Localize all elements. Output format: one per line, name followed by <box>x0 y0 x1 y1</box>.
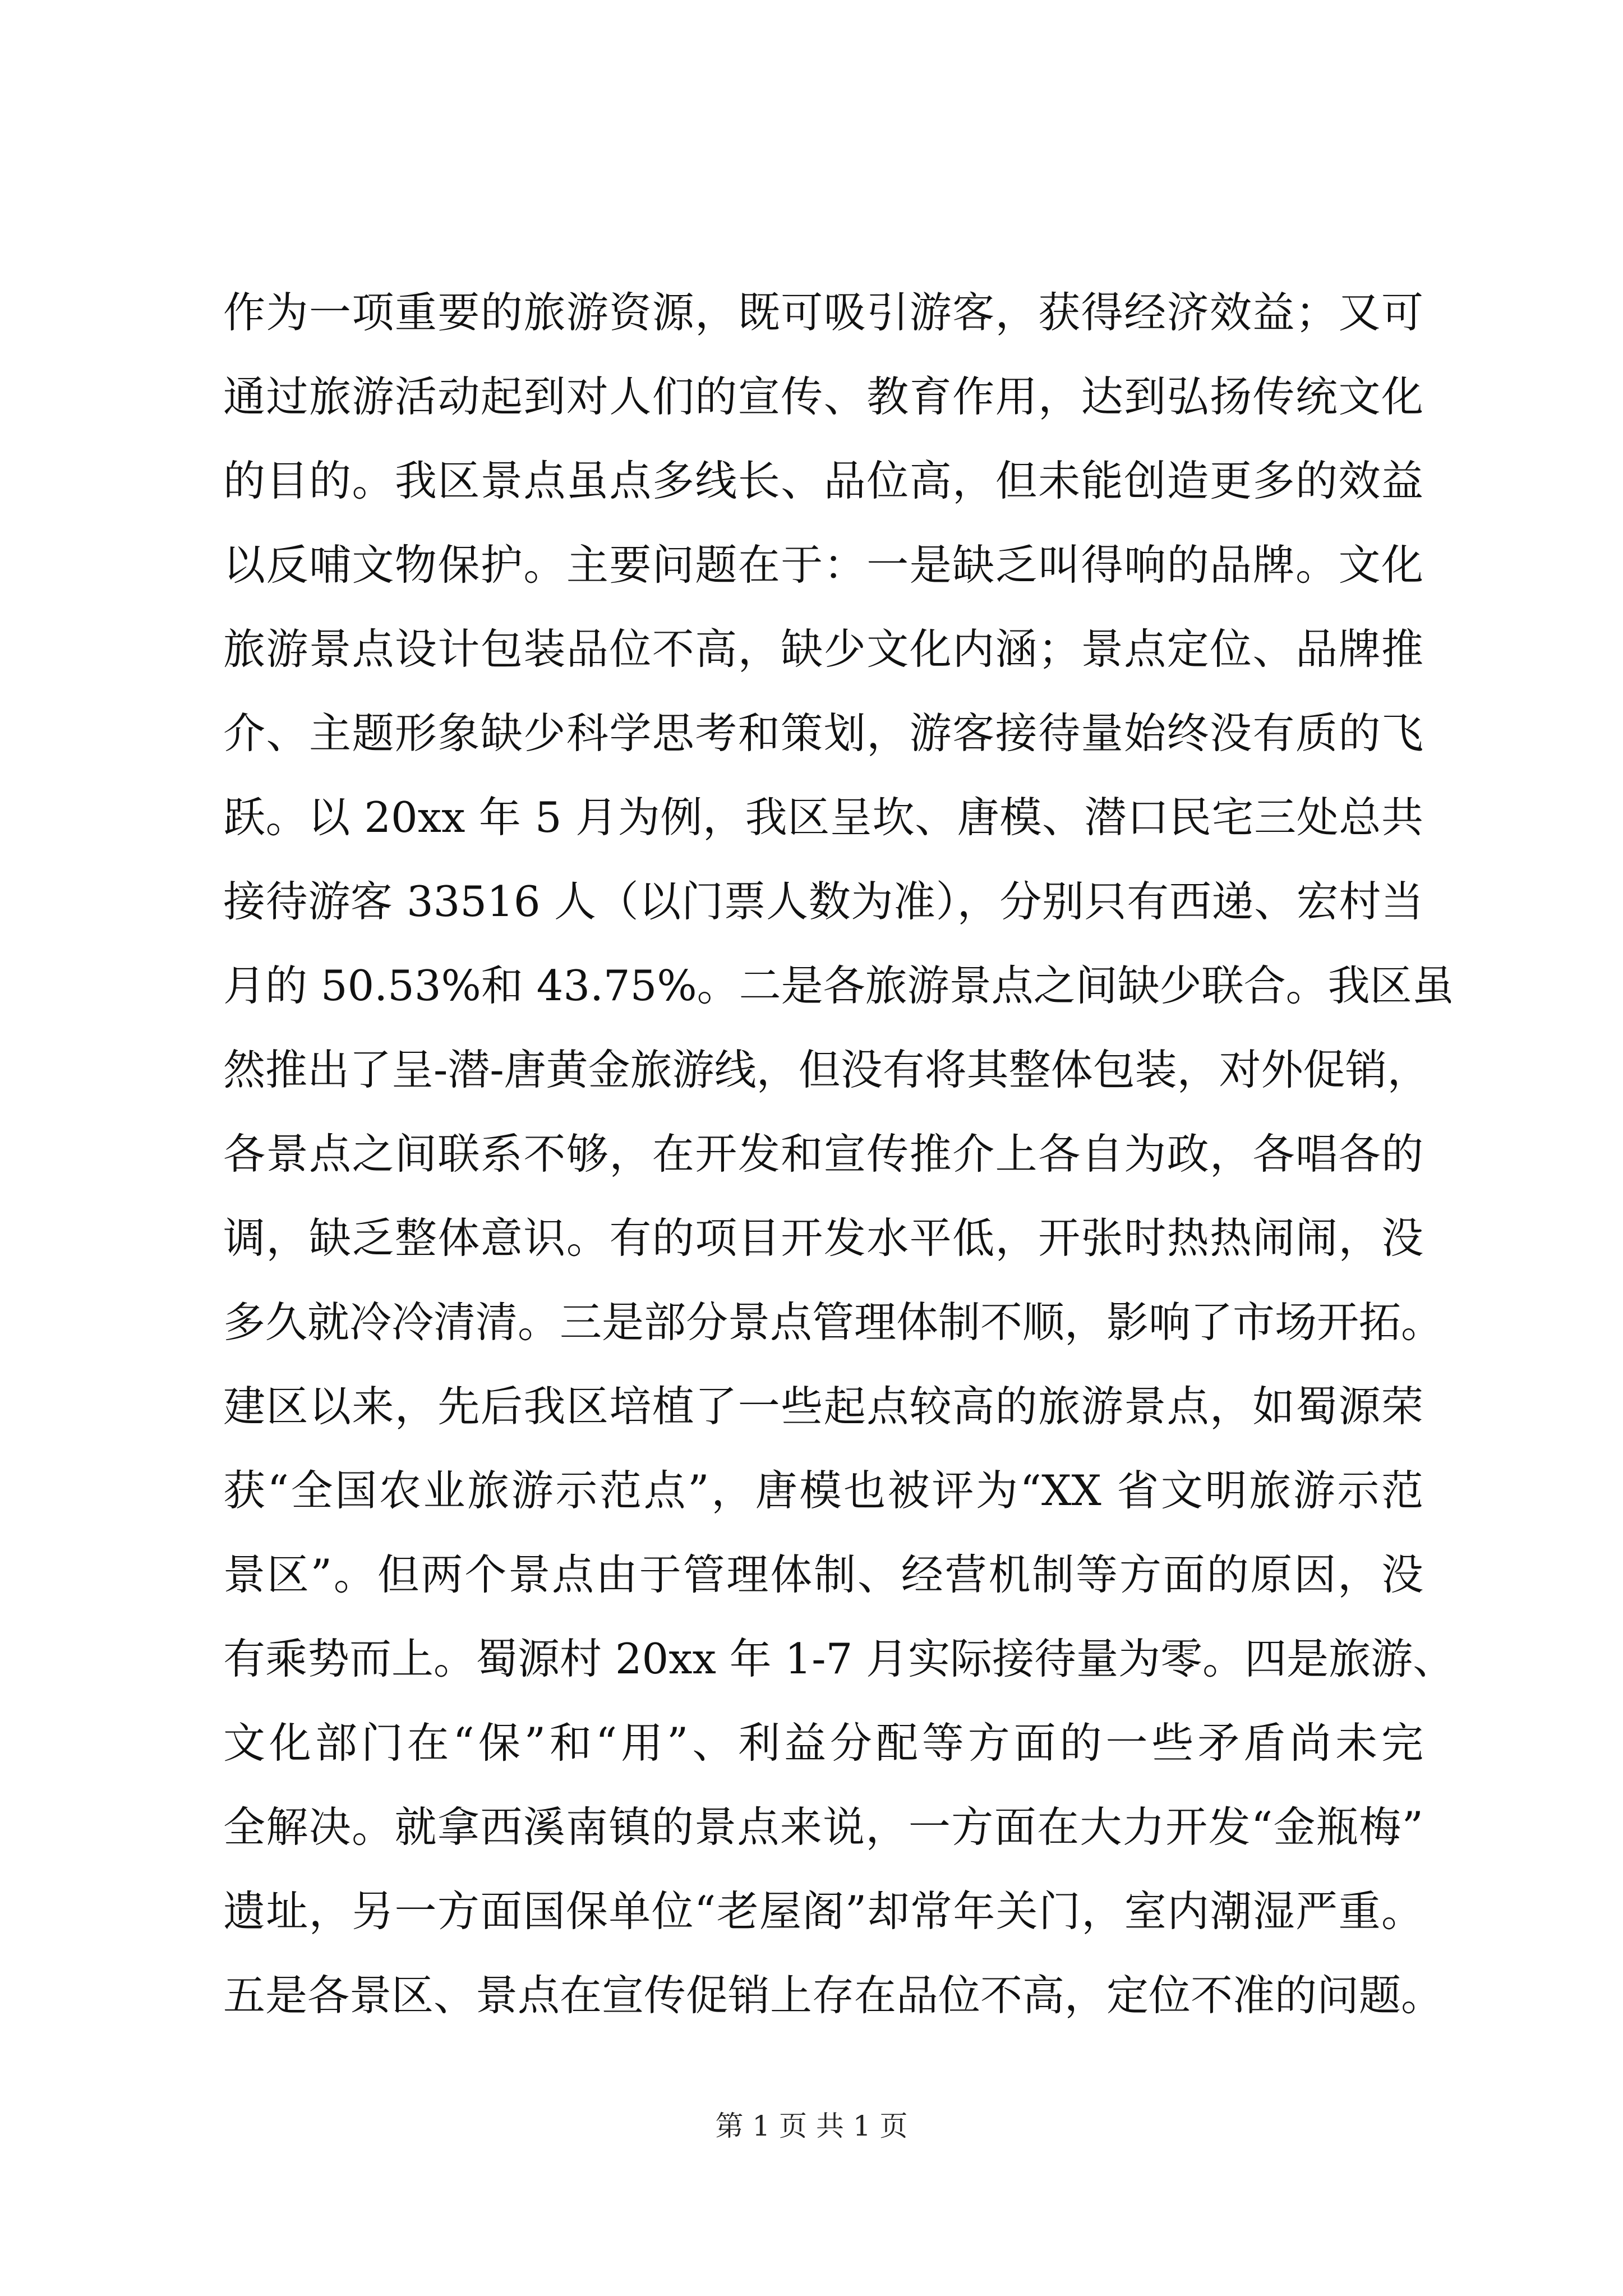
text-line: 遗址，另一方面国保单位“老屋阁”却常年关门，室内潮湿严重。 <box>223 1887 1423 1936</box>
text-line: 五是各景区、景点在宣传促销上存在品位不高，定位不准的问题。 <box>223 1971 1444 2020</box>
text-line: 文化部门在“保”和“用”、利益分配等方面的一些矛盾尚未完 <box>223 1718 1423 1768</box>
page-number-footer: 第 1 页 共 1 页 <box>715 2110 908 2142</box>
text-line: 跃。以 20xx 年 5 月为例，我区呈坎、唐模、潜口民宅三处总共 <box>223 793 1423 842</box>
text-line: 通过旅游活动起到对人们的宣传、教育作用，达到弘扬传统文化 <box>223 372 1423 421</box>
text-line: 景区”。但两个景点由于管理体制、经营机制等方面的原因，没 <box>223 1550 1423 1599</box>
body-paragraph <box>223 270 1455 2037</box>
text-line: 的目的。我区景点虽点多线长、品位高，但未能创造更多的效益 <box>223 456 1423 505</box>
text-line: 介、主题形象缺少科学思考和策划，游客接待量始终没有质的飞 <box>223 708 1423 758</box>
text-line: 作为一项重要的旅游资源，既可吸引游客，获得经济效益；又可 <box>223 288 1423 337</box>
text-line: 旅游景点设计包装品位不高，缺少文化内涵；景点定位、品牌推 <box>223 624 1423 674</box>
text-line: 月的 50.53%和 43.75%。二是各旅游景点之间缺少联合。我区虽 <box>223 961 1454 1010</box>
text-line: 获“全国农业旅游示范点”，唐模也被评为“XX 省文明旅游示范 <box>223 1466 1423 1515</box>
text-line: 以反哺文物保护。主要问题在于：一是缺乏叫得响的品牌。文化 <box>223 540 1423 590</box>
text-line: 各景点之间联系不够，在开发和宣传推介上各自为政，各唱各的 <box>223 1129 1423 1179</box>
text-line: 然推出了呈-潜-唐黄金旅游线，但没有将其整体包装，对外促销， <box>223 1045 1430 1094</box>
text-line: 全解决。就拿西溪南镇的景点来说，一方面在大力开发“金瓶梅” <box>223 1802 1423 1852</box>
text-line: 多久就冷冷清清。三是部分景点管理体制不顺，影响了市场开拓。 <box>223 1297 1444 1347</box>
text-line: 调，缺乏整体意识。有的项目开发水平低，开张时热热闹闹，没 <box>223 1213 1423 1263</box>
text-line: 接待游客 33516 人（以门票人数为准），分别只有西递、宏村当 <box>223 877 1423 926</box>
text-line: 有乘势而上。蜀源村 20xx 年 1-7 月实际接待量为零。四是旅游、 <box>223 1634 1455 1683</box>
text-line: 建区以来，先后我区培植了一些起点较高的旅游景点，如蜀源荣 <box>223 1382 1423 1431</box>
